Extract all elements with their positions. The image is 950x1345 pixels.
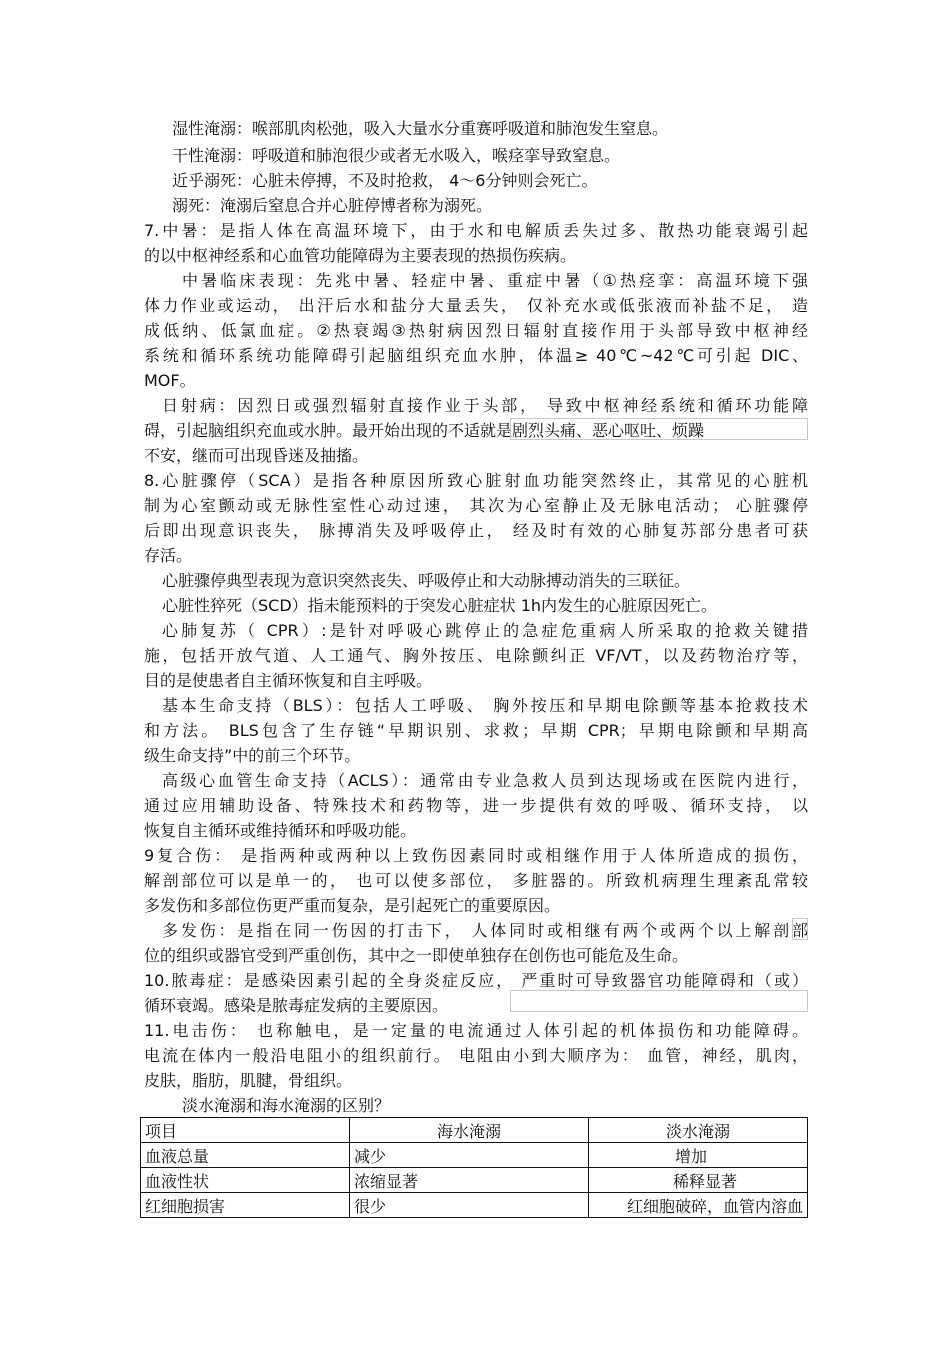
text-line: 级生命支持”中的前三个环节。 <box>144 746 361 765</box>
text-line: MOF。 <box>144 371 196 390</box>
text-line: 存活。 <box>144 546 193 565</box>
table-row <box>141 1168 808 1193</box>
text-line: 近乎溺死：心脏未停搏，不及时抢救， 4～6分钟则会死亡。 <box>172 171 598 190</box>
text-line: 多发伤：是指在同一伤因的打击下， 人体同时或相继有两个或两个以上解剖部 <box>162 921 808 940</box>
text-line: 淡水淹溺和海水淹溺的区别？ <box>182 1096 391 1115</box>
text-line: 皮肤，脂肪，肌腱，骨组织。 <box>144 1071 353 1090</box>
table-cell: 红细胞破碎，血管内溶血 <box>589 1193 808 1218</box>
text-line: 不安，继而可出现昏迷及抽搐。 <box>144 446 369 465</box>
table-cell: 增加 <box>589 1143 808 1168</box>
text-line: 8.心脏骤停（SCA）是指各种原因所致心脏射血功能突然终止，其常见的心脏机 <box>144 471 808 490</box>
table-cell: 稀释显著 <box>589 1168 808 1193</box>
table-row <box>141 1193 808 1218</box>
table-row <box>141 1143 808 1168</box>
text-frame <box>510 990 808 1012</box>
table-cell: 红细胞损害 <box>141 1193 350 1218</box>
text-line: 湿性淹溺：喉部肌肉松弛，吸入大量水分重赛呼吸道和肺泡发生窒息。 <box>172 119 669 138</box>
text-line: 位的组织或器官受到严重创伤，其中之一即使单独存在创伤也可能危及生命。 <box>144 946 689 965</box>
text-line: 后即出现意识丧失， 脉搏消失及呼吸停止， 经及时有效的心肺复苏部分患者可获 <box>144 521 808 540</box>
text-line: 7.中暑：是指人体在高温环境下，由于水和电解质丢失过多、散热功能衰竭引起 <box>144 221 808 240</box>
text-line: 9复合伤： 是指两种或两种以上致伤因素同时或相继作用于人体所造成的损伤， <box>144 846 808 865</box>
text-line: 施，包括开放气道、人工通气、胸外按压、电除颤纠正 VF/VT，以及药物治疗等， <box>144 646 808 665</box>
table-header-row <box>141 1118 808 1143</box>
text-line: 制为心室颤动或无脉性室性心动过速， 其次为心室静止及无脉电活动； 心脏骤停 <box>144 496 808 515</box>
text-line: 溺死：淹溺后窒息合并心脏停博者称为溺死。 <box>172 196 493 215</box>
comparison-table <box>140 1117 808 1218</box>
text-line: 系统和循环系统功能障碍引起脑组织充血水肿，体温≥ 40℃~42℃可引起 DIC、 <box>144 346 808 365</box>
table-header-cell: 项目 <box>141 1118 350 1143</box>
text-line: 的以中枢神经系和心血管功能障碍为主要表现的热损伤疾病。 <box>144 246 577 265</box>
text-line: 解剖部位可以是单一的， 也可以使多部位， 多脏器的。所致机病理生理紊乱常较 <box>144 871 808 890</box>
text-line: 目的是使患者自主循环恢复和自主呼吸。 <box>144 671 433 690</box>
text-line: 10.脓毒症：是感染因素引起的全身炎症反应， 严重时可导致器官功能障碍和（或） <box>144 971 808 990</box>
table-header-cell: 淡水淹溺 <box>589 1118 808 1143</box>
text-line: 11.电击伤： 也称触电，是一定量的电流通过人体引起的机体损伤和功能障碍。 <box>144 1021 808 1040</box>
text-line: 干性淹溺：呼吸道和肺泡很少或者无水吸入，喉痉挛导致窒息。 <box>172 146 621 165</box>
table-cell: 血液性状 <box>141 1168 350 1193</box>
text-line: 体力作业或运动， 出汗后水和盐分大量丢失， 仅补充水或低张液而补盐不足， 造 <box>144 296 808 315</box>
table-header-cell: 海水淹溺 <box>350 1118 589 1143</box>
text-line: 和方法。 BLS包含了生存链“早期识别、求救；早期 CPR；早期电除颤和早期高 <box>144 721 808 740</box>
text-line: 心肺复苏（ CPR）:是针对呼吸心跳停止的急症危重病人所采取的抢救关键措 <box>162 621 808 640</box>
text-line: 碍，引起脑组织充血或水肿。最开始出现的不适就是剧烈头痛、恶心呕吐、烦躁 <box>144 421 705 440</box>
table-cell: 浓缩显著 <box>350 1168 589 1193</box>
text-line: 恢复自主循环或维持循环和呼吸功能。 <box>144 821 417 840</box>
text-line: 中暑临床表现：先兆中暑、轻症中暑、重症中暑（①热痉挛：高温环境下强 <box>182 271 808 290</box>
text-line: 基本生命支持（BLS）：包括人工呼吸、 胸外按压和早期电除颤等基本抢救技术 <box>162 696 808 715</box>
text-line: 心脏性猝死（SCD）指未能预料的于突发心脏症状 1h内发生的心脏原因死亡。 <box>162 596 718 615</box>
text-line: 日射病：因烈日或强烈辐射直接作业于头部， 导致中枢神经系统和循环功能障 <box>162 396 808 415</box>
text-frame <box>792 918 808 940</box>
text-line: 通过应用辅助设备、特殊技术和药物等，进一步提供有效的呼吸、循环支持， 以 <box>144 796 808 815</box>
table-cell: 很少 <box>350 1193 589 1218</box>
text-frame <box>510 418 808 440</box>
table-cell: 血液总量 <box>141 1143 350 1168</box>
text-line: 高级心血管生命支持（ACLS）：通常由专业急救人员到达现场或在医院内进行， <box>162 771 808 790</box>
text-line: 心脏骤停典型表现为意识突然丧失、呼吸停止和大动脉搏动消失的三联征。 <box>162 571 691 590</box>
table-cell: 减少 <box>350 1143 589 1168</box>
text-line: 成低纳、低氯血症。②热衰竭③热射病因烈日辐射直接作用于头部导致中枢神经 <box>144 321 808 340</box>
text-line: 循环衰竭。感染是脓毒症发病的主要原因。 <box>144 996 449 1015</box>
text-line: 电流在体内一般沿电阻小的组织前行。 电阻由小到大顺序为： 血管，神经，肌肉， <box>144 1046 808 1065</box>
text-line: 多发伤和多部位伤更严重而复杂，是引起死亡的重要原因。 <box>144 896 561 915</box>
